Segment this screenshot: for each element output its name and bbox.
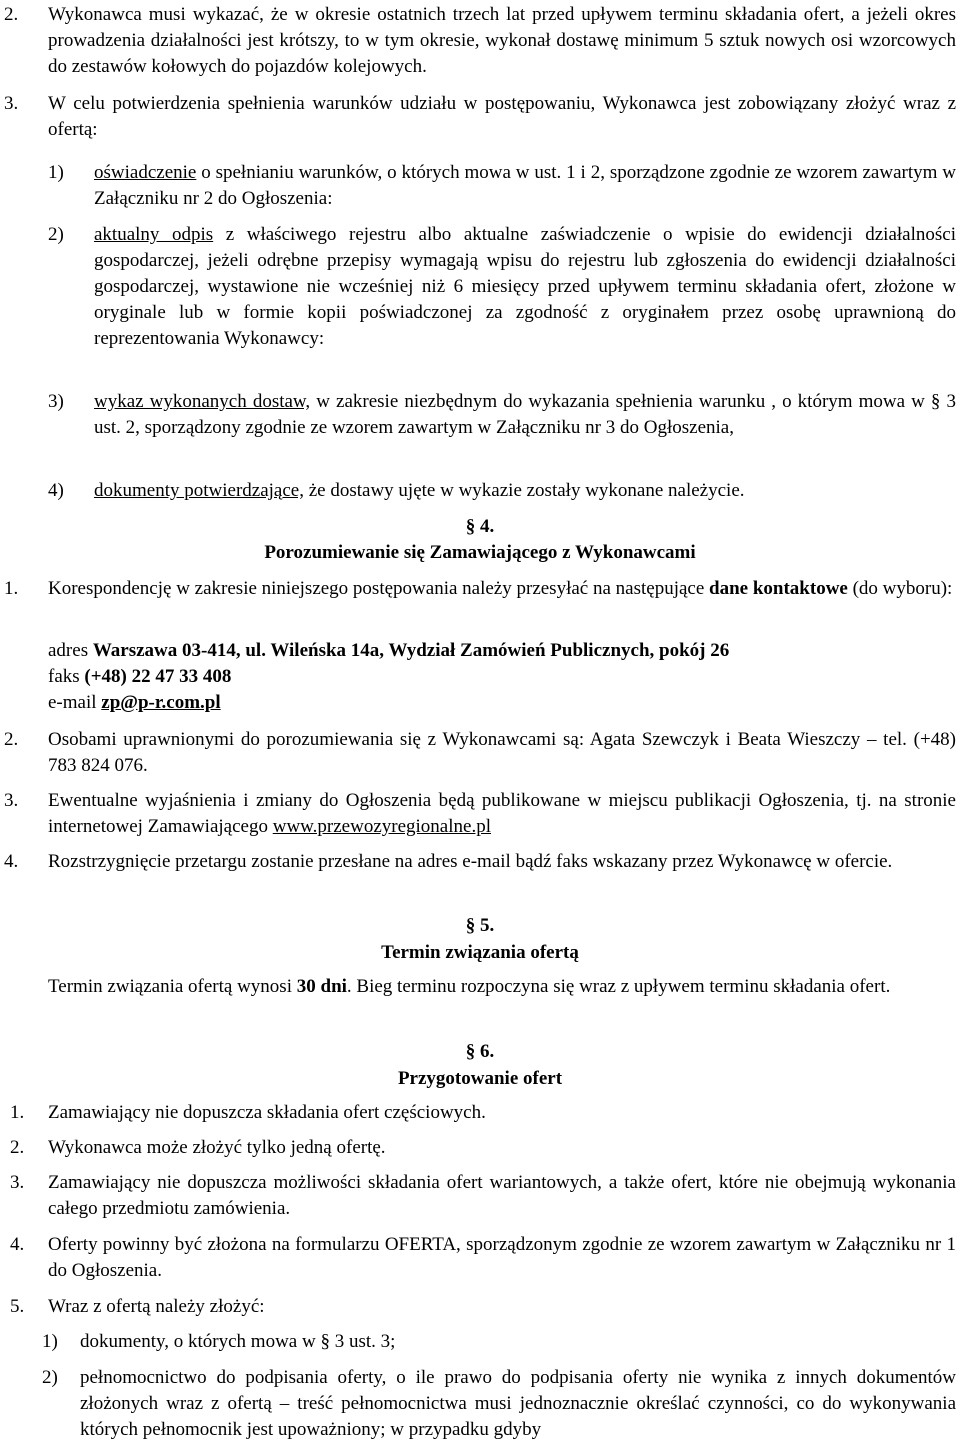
paragraph-text-part: Ewentualne wyjaśnienia i zmiany do Ogłoszenia będą publikowane w miejscu publikacji Ogłoszenia, tj. na stronie internetowej Zamawiającego xyxy=(48,790,956,837)
list-item xyxy=(94,222,956,352)
list-item: Oferty powinny być złożona na formularzu OFERTA, sporządzonym zgodnie ze wzorem zawartym w Załączniku nr 1 do Ogłoszenia. xyxy=(48,1234,956,1281)
contact-label: adres xyxy=(48,640,93,661)
list-item: dokumenty, o których mowa w § 3 ust. 3; xyxy=(80,1331,396,1352)
list-item-text: w zakresie niezbędnym do wykazania spełnienia warunku , o którym mowa w § 3 ust. 2, sporządzony zgodnie ze wzorem zawartym w Załączniku nr 3 do Ogłoszenia, xyxy=(94,391,956,438)
list-item-number: 4) xyxy=(48,480,64,501)
underlined-term: oświadczenie xyxy=(94,162,197,183)
paragraph-text xyxy=(48,974,956,1000)
contact-value: (+48) 22 47 33 408 xyxy=(84,666,232,687)
list-item: Wykonawca może złożyć tylko jedną ofertę. xyxy=(48,1137,386,1158)
underlined-term: aktualny odpis xyxy=(94,224,214,245)
paragraph-2-text: Wykonawca musi wykazać, że w okresie ostatnich trzech lat przed upływem terminu składania ofert, a jeżeli okres prowadzenia działalności jest krótszy, to w tym okresie, wykonał dostawę minimum 5 sztuk nowych osi wzorcowych do zestawów kołowych do pojazdów kolejowych. xyxy=(48,4,956,77)
paragraph-number: 2. xyxy=(4,729,19,750)
paragraph-text: Osobami uprawnionymi do porozumiewania się z Wykonawcami są: Agata Szewczyk i Beata Wieszczy – tel. (+48) 783 824 076. xyxy=(48,729,956,776)
list-item xyxy=(94,478,956,504)
list-item xyxy=(94,160,956,212)
section-number: § 6. xyxy=(465,1041,495,1062)
paragraph-text-part: . Bieg terminu rozpoczyna się wraz z upływem terminu składania ofert. xyxy=(346,976,891,997)
section-title: Porozumiewanie się Zamawiającego z Wykonawcami xyxy=(264,542,696,563)
bold-text: 30 dni xyxy=(296,976,347,997)
paragraph-3-text: W celu potwierdzenia spełnienia warunków udziału w postępowaniu, Wykonawca jest zobowiązany złożyć wraz z ofertą: xyxy=(48,93,956,140)
section-number: § 5. xyxy=(465,915,495,936)
paragraph-text-part: (do wyboru): xyxy=(847,578,953,599)
list-item xyxy=(94,389,956,441)
paragraph-number: 3. xyxy=(4,93,19,114)
list-item-number: 5. xyxy=(10,1296,25,1317)
contact-fax xyxy=(48,664,956,690)
list-item-number: 1) xyxy=(42,1331,58,1352)
list-item-text: o spełnianiu warunków, o których mowa w ust. 1 i 2, sporządzone zgodnie ze wzorem zawartym w Załączniku nr 2 do Ogłoszenia: xyxy=(94,162,956,209)
section-number: § 4. xyxy=(465,516,495,537)
paragraph-number: 4. xyxy=(4,851,19,872)
underlined-term: wykaz wykonanych dostaw, xyxy=(94,391,311,412)
contact-label: faks xyxy=(48,666,85,687)
website-link[interactable]: www.przewozyregionalne.pl xyxy=(272,816,491,837)
list-item-number: 4. xyxy=(10,1234,25,1255)
list-item: Zamawiający nie dopuszcza składania ofert częściowych. xyxy=(48,1102,486,1123)
list-item-number: 3) xyxy=(48,391,64,412)
paragraph-text xyxy=(48,788,956,840)
list-item-number: 3. xyxy=(10,1172,25,1193)
underlined-term: dokumenty potwierdzające, xyxy=(94,480,304,501)
contact-address xyxy=(48,638,956,664)
email-link[interactable]: zp@p-r.com.pl xyxy=(101,692,221,713)
contact-label: e-mail xyxy=(48,692,102,713)
section-title: Przygotowanie ofert xyxy=(397,1068,563,1089)
section-title: Termin związania ofertą xyxy=(381,942,579,963)
bold-text: dane kontaktowe xyxy=(709,578,848,599)
list-item-number: 2) xyxy=(48,224,64,245)
list-item-number: 1. xyxy=(10,1102,25,1123)
paragraph-number: 3. xyxy=(4,790,19,811)
paragraph-text-part: Korespondencję w zakresie niniejszego postępowania należy przesyłać na następujące xyxy=(48,578,710,599)
paragraph-text: Rozstrzygnięcie przetargu zostanie przesłane na adres e-mail bądź faks wskazany przez Wykonawcę w ofercie. xyxy=(48,851,893,872)
list-item: Zamawiający nie dopuszcza możliwości składania ofert wariantowych, a także ofert, które nie obejmują wykonania całego przedmiotu zamówienia. xyxy=(48,1172,956,1219)
contact-value: Warszawa 03-414, ul. Wileńska 14a, Wydział Zamówień Publicznych, pokój 26 xyxy=(92,640,730,661)
list-item-number: 1) xyxy=(48,162,64,183)
contact-email xyxy=(48,690,956,716)
paragraph-number: 2. xyxy=(4,4,19,25)
list-item: Wraz z ofertą należy złożyć: xyxy=(48,1296,265,1317)
list-item: pełnomocnictwo do podpisania oferty, o ile prawo do podpisania oferty nie wynika z innych dokumentów złożonych wraz z ofertą – treść pełnomocnictwa musi jednoznacznie określać czynności, co do wykonywania których pełnomocnik jest upoważniony; w przypadku gdyby xyxy=(80,1367,956,1440)
list-item-number: 2. xyxy=(10,1137,25,1158)
list-item-text: że dostawy ujęte w wykazie zostały wykonane należycie. xyxy=(303,480,745,501)
paragraph-number: 1. xyxy=(4,578,19,599)
paragraph-text-part: Termin związania ofertą wynosi xyxy=(48,976,297,997)
paragraph-text xyxy=(48,576,956,602)
list-item-number: 2) xyxy=(42,1367,58,1388)
list-item-text: z właściwego rejestru albo aktualne zaświadczenie o wpisie do ewidencji działalności gospodarczej, jeżeli odrębne przepisy wymagają wpisu do rejestru lub zgłoszenia do ewidencji działalności gospodarczej, wystawione nie wcześniej niż 6 miesięcy przed upływem terminu składania ofert, złożone w oryginale lub w formie kopii poświadczonej za zgodność z oryginałem przez osobę uprawnioną do reprezentowania Wykonawcy: xyxy=(94,224,956,349)
